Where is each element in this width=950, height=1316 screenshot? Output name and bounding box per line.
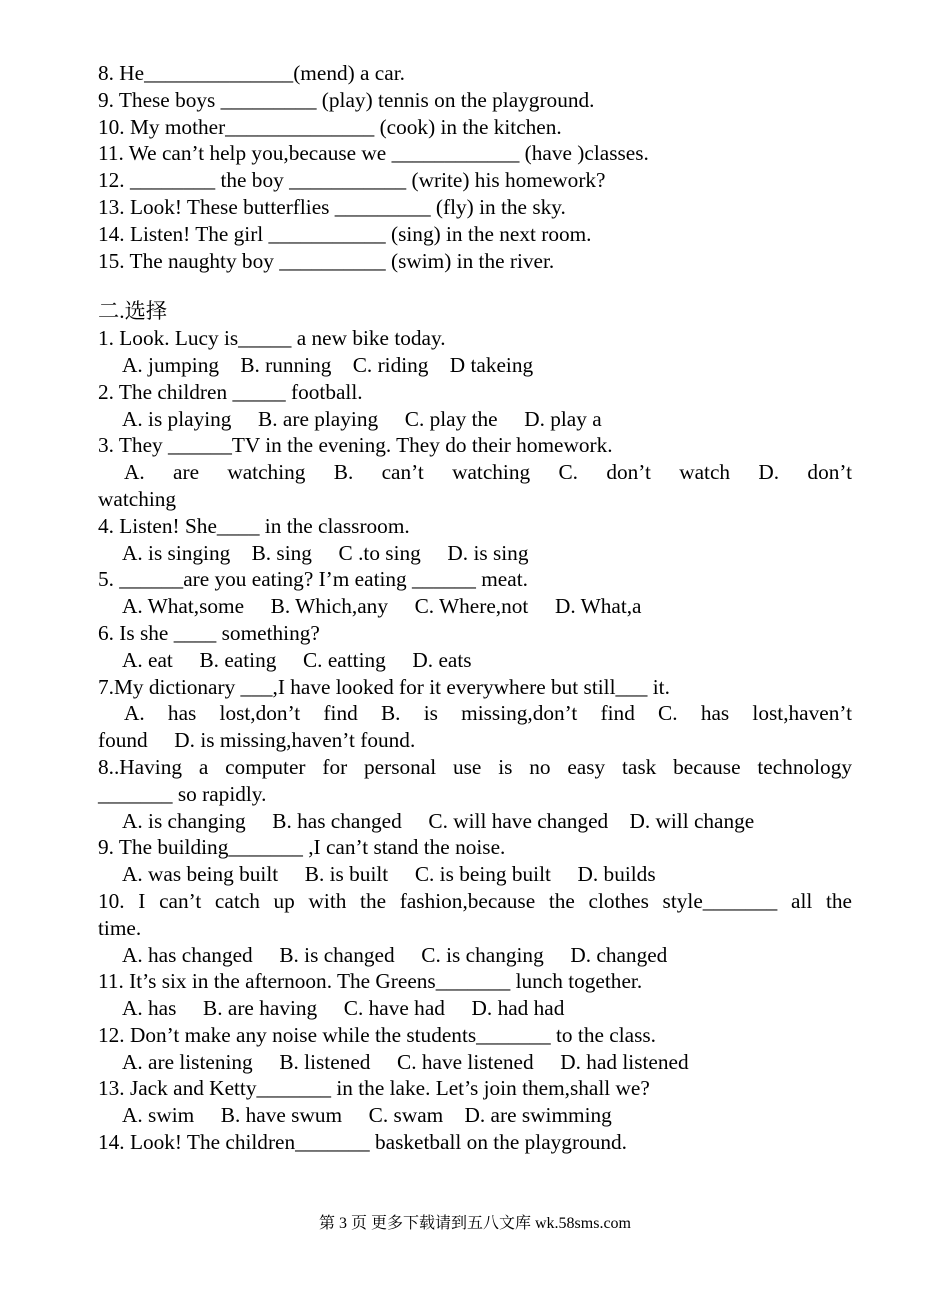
question-8-cont: _______ so rapidly. [98, 781, 267, 806]
question-3: 3. They ______TV in the evening. They do their homework. [98, 433, 613, 458]
fill-item-12: 12. ________ the boy ___________ (write) his homework? [98, 168, 606, 193]
question-11: 11. It’s six in the afternoon. The Greens_______ lunch together. [98, 969, 643, 994]
question-9-options: A. was being built B. is built C. is being built D. builds [122, 862, 656, 887]
question-3-options-cont: watching [98, 486, 177, 511]
question-10-options: A. has changed B. is changed C. is changing D. changed [122, 942, 668, 967]
question-11-options: A. has B. are having C. have had D. had had [122, 996, 565, 1021]
question-14: 14. Look! The children_______ basketball on the playground. [98, 1130, 627, 1155]
question-10: 10. I can’t catch up with the fashion,because the clothes style_______ all the [98, 888, 852, 913]
fill-item-11: 11. We can’t help you,because we ____________ (have )classes. [98, 141, 649, 166]
fill-item-14: 14. Listen! The girl ___________ (sing) in the next room. [98, 221, 592, 246]
fill-item-15: 15. The naughty boy __________ (swim) in the river. [98, 248, 555, 273]
question-10-cont: time. [98, 915, 142, 940]
question-13-options: A. swim B. have swum C. swam D. are swimming [122, 1103, 612, 1128]
question-12: 12. Don’t make any noise while the students_______ to the class. [98, 1022, 656, 1047]
question-4-options: A. is singing B. sing C .to sing D. is sing [122, 540, 529, 565]
part1-list [98, 60, 852, 274]
question-5: 5. ______are you eating? I’m eating ______ meat. [98, 567, 528, 592]
question-1: 1. Look. Lucy is_____ a new bike today. [98, 326, 446, 351]
document-body [98, 60, 852, 1156]
question-6: 6. Is she ____ something? [98, 620, 320, 645]
fill-item-8: 8. He______________(mend) a car. [98, 61, 405, 85]
question-7-options: A. has lost,don’t find B. is missing,don’t find C. has lost,haven’t [124, 701, 852, 726]
question-5-options: A. What,some B. Which,any C. Where,not D. What,a [122, 594, 642, 619]
question-1-options: A. jumping B. running C. riding D takeing [122, 352, 534, 377]
question-7-options-cont: found D. is missing,haven’t found. [98, 728, 416, 753]
question-2-options: A. is playing B. are playing C. play the D. play a [122, 406, 602, 431]
question-12-options: A. are listening B. listened C. have listened D. had listened [122, 1049, 689, 1074]
section-title: 二.选择 [98, 299, 168, 324]
question-6-options: A. eat B. eating C. eatting D. eats [122, 647, 472, 672]
question-7: 7.My dictionary ___,I have looked for it everywhere but still___ it. [98, 674, 670, 699]
question-8-options: A. is changing B. has changed C. will have changed D. will change [122, 808, 755, 833]
fill-item-9: 9. These boys _________ (play) tennis on the playground. [98, 87, 595, 112]
question-4: 4. Listen! She____ in the classroom. [98, 513, 410, 538]
question-9: 9. The building_______ ,I can’t stand the noise. [98, 835, 506, 860]
question-8: 8..Having a computer for personal use is no easy task because technology [98, 754, 852, 779]
fill-item-10: 10. My mother______________ (cook) in the kitchen. [98, 114, 562, 139]
fill-item-13: 13. Look! These butterflies _________ (fly) in the sky. [98, 194, 566, 219]
page-footer: 第 3 页 更多下载请到五八文库 wk.58sms.com [318, 1215, 631, 1232]
question-13: 13. Jack and Ketty_______ in the lake. Let’s join them,shall we? [98, 1076, 650, 1101]
question-2: 2. The children _____ football. [98, 379, 363, 404]
question-3-options: A. are watching B. can’t watching C. don’t watch D. don’t [124, 460, 852, 485]
